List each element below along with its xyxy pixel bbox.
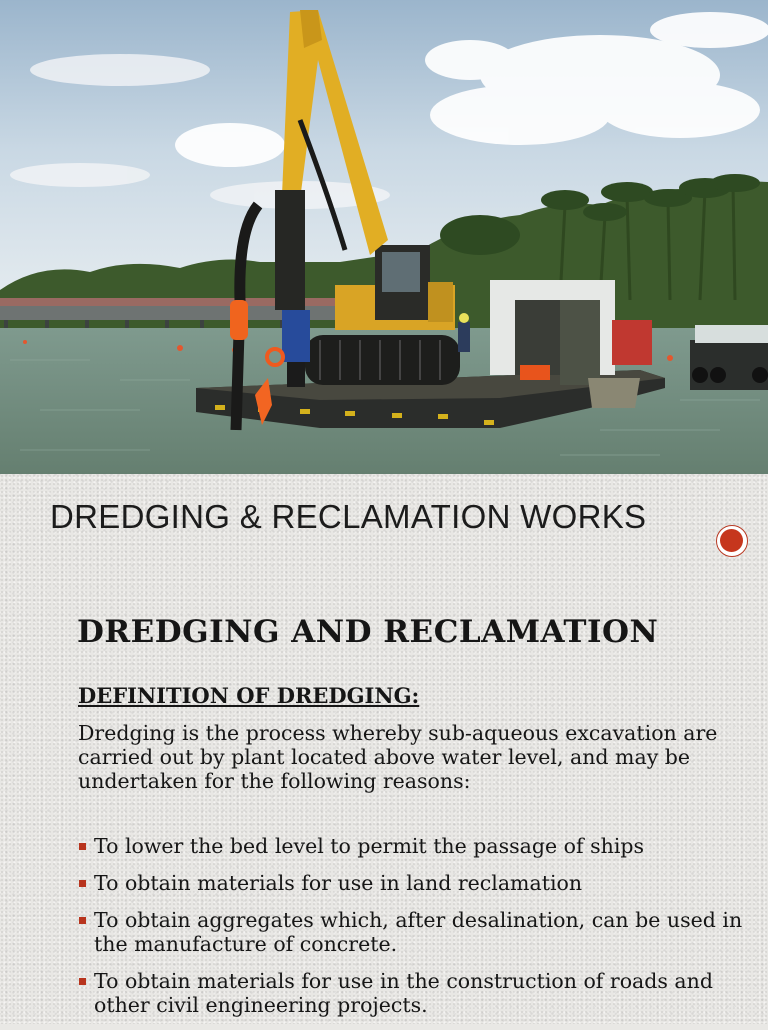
list-item	[78, 834, 743, 858]
slide-body	[0, 474, 768, 1024]
reason-text: To obtain aggregates which, after desalination, can be used in the manufacture of concrete.	[94, 908, 743, 956]
reason-text: To lower the bed level to permit the passage of ships	[94, 834, 645, 858]
list-item	[78, 908, 743, 956]
bullet-square-icon	[79, 917, 86, 924]
list-item	[78, 969, 743, 1017]
slide-title: DREDGING & RECLAMATION WORKS	[50, 498, 647, 535]
accent-circle-icon	[716, 525, 748, 557]
definition-heading: DEFINITION OF DREDGING:	[78, 683, 420, 708]
list-item	[78, 871, 743, 895]
definition-text: Dredging is the process whereby sub-aqueous excavation are carried out by plant located above water level, and may be undertaken for the following reasons:	[78, 721, 718, 793]
header-photo	[0, 0, 768, 474]
bullet-square-icon	[79, 880, 86, 887]
reasons-list	[78, 834, 743, 1030]
bullet-square-icon	[79, 843, 86, 850]
reason-text: To obtain materials for use in land reclamation	[94, 871, 583, 895]
bullet-square-icon	[79, 978, 86, 985]
dredging-excavator-photo	[0, 0, 768, 474]
content-heading: DREDGING AND RECLAMATION	[77, 614, 659, 650]
reason-text: To obtain materials for use in the construction of roads and other civil engineering projects.	[94, 969, 713, 1017]
